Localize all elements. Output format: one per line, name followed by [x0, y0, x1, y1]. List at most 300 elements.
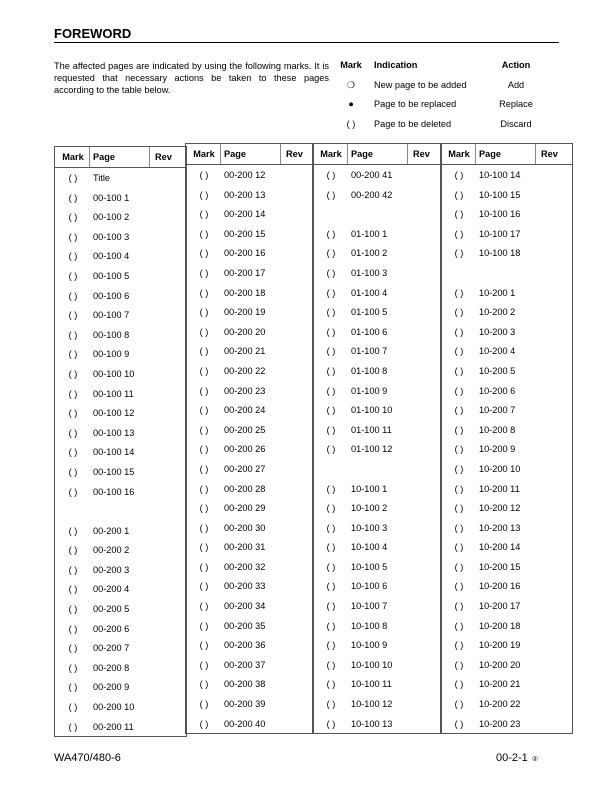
deleted-mark: ( )	[326, 601, 336, 612]
table-row	[441, 635, 572, 655]
table-row	[441, 341, 572, 361]
legend-action: Replace	[499, 99, 533, 109]
page-number: 10-100 5	[351, 561, 388, 572]
table-row	[186, 302, 313, 322]
page-number: 00-200 40	[224, 718, 266, 729]
page-number: 10-200 11	[479, 483, 520, 494]
table-row	[441, 322, 572, 342]
table-row	[313, 498, 441, 518]
deleted-mark: ( )	[326, 326, 336, 337]
table-row	[55, 423, 186, 443]
table-row	[313, 674, 441, 694]
page-number: 01-100 6	[351, 326, 388, 337]
table-row	[55, 227, 186, 247]
table-row	[313, 322, 441, 342]
page-number: 00-200 20	[224, 326, 266, 337]
deleted-mark: ( )	[326, 228, 336, 239]
page-number: 00-200 17	[224, 267, 266, 278]
page-number: 00-200 24	[224, 405, 266, 416]
deleted-mark: ( )	[326, 346, 336, 357]
page-number: 00-100 8	[93, 329, 130, 340]
deleted-mark: ( )	[68, 270, 78, 281]
table-row	[55, 482, 186, 502]
deleted-mark: ( )	[454, 170, 464, 180]
header-rev: Rev	[413, 149, 430, 159]
page-number: 00-200 23	[224, 385, 266, 396]
page-number: 10-200 3	[479, 326, 516, 337]
legend-indication: New page to be added	[374, 79, 467, 90]
page-number: 10-200 1	[479, 287, 516, 298]
deleted-mark: ( )	[454, 640, 464, 651]
deleted-mark: ( )	[454, 679, 464, 690]
legend-indication: Page to be replaced	[374, 99, 457, 109]
deleted-mark: ( )	[199, 561, 209, 572]
page-list-column	[185, 143, 314, 734]
deleted-mark: ( )	[454, 581, 464, 592]
page-number: 10-100 13	[351, 718, 393, 729]
deleted-mark: ( )	[68, 310, 78, 321]
deleted-mark: ( )	[68, 721, 78, 732]
page-number: 00-200 34	[224, 601, 266, 612]
table-row	[313, 557, 441, 577]
page-number: 10-200 9	[479, 444, 516, 455]
table-row	[441, 243, 572, 263]
table-row	[313, 596, 441, 616]
divider	[475, 144, 476, 164]
table-row	[313, 400, 441, 420]
page-number: 10-200 23	[479, 718, 521, 729]
divider	[347, 144, 348, 164]
table-row	[441, 224, 572, 244]
deleted-mark: ( )	[199, 659, 209, 670]
table-row	[441, 655, 572, 675]
deleted-mark: ( )	[68, 662, 78, 673]
table-row	[313, 459, 441, 479]
deleted-mark: ( )	[199, 463, 209, 474]
table-row	[313, 576, 441, 596]
table-row	[441, 674, 572, 694]
table-row	[186, 498, 313, 518]
page-number: 10-100 12	[351, 699, 393, 710]
table-row	[441, 283, 572, 303]
page-number: 00-200 5	[93, 604, 130, 615]
table-row	[55, 305, 186, 325]
page-number: 00-100 5	[93, 270, 130, 281]
deleted-mark: ( )	[199, 601, 209, 612]
page-number: 10-100 11	[351, 679, 392, 690]
deleted-mark: ( )	[199, 483, 209, 494]
table-row	[55, 246, 186, 266]
deleted-mark: ( )	[454, 228, 464, 239]
table-header	[313, 144, 441, 165]
table-row	[441, 479, 572, 499]
deleted-mark: ( )	[454, 444, 464, 455]
table-row	[441, 557, 572, 577]
page-number: Title	[93, 173, 111, 183]
deleted-mark: ( )	[454, 287, 464, 298]
page-number: 01-100 12	[351, 444, 393, 455]
table-row	[441, 165, 572, 185]
header-page: Page	[224, 149, 246, 159]
page-number: 10-200 10	[479, 463, 521, 474]
legend-action: Discard	[500, 118, 532, 129]
table-row	[441, 596, 572, 616]
table-row	[313, 420, 441, 440]
deleted-mark: ( )	[326, 503, 336, 514]
header-rev: Rev	[155, 152, 172, 162]
deleted-mark: ( )	[199, 287, 209, 298]
deleted-mark: ( )	[199, 248, 209, 259]
header-mark: Mark	[448, 149, 470, 159]
header-page: Page	[93, 152, 115, 162]
deleted-mark: ( )	[326, 679, 336, 690]
page-number: 01-100 4	[351, 287, 388, 298]
page-number: 01-100 7	[351, 346, 388, 357]
table-row	[186, 400, 313, 420]
page-list-column	[440, 143, 573, 734]
table-row	[55, 501, 186, 521]
page-number: 00-100 15	[93, 466, 135, 477]
page-number: 00-200 7	[93, 643, 130, 654]
deleted-mark: ( )	[68, 212, 78, 223]
deleted-mark: ( )	[454, 601, 464, 612]
page-number: 00-200 35	[224, 620, 266, 631]
page-number: 10-100 8	[351, 620, 388, 631]
table-row	[55, 266, 186, 286]
page-number: 01-100 9	[351, 385, 388, 396]
deleted-mark: ( )	[68, 643, 78, 654]
deleted-mark: ( )	[326, 267, 336, 278]
deleted-mark: ( )	[199, 581, 209, 592]
table-row	[313, 635, 441, 655]
deleted-mark: ( )	[454, 424, 464, 435]
page-number: 10-200 14	[479, 542, 521, 553]
table-header	[55, 147, 186, 168]
header-page: Page	[479, 149, 501, 159]
page-number: 01-100 8	[351, 365, 388, 376]
table-row	[55, 540, 186, 560]
legend-header-indication: Indication	[374, 60, 418, 70]
deleted-mark: ( )	[326, 561, 336, 572]
page-number: 00-200 8	[93, 662, 130, 673]
table-row	[55, 403, 186, 423]
table-row	[186, 263, 313, 283]
table-row	[55, 168, 186, 188]
intro-text: The affected pages are indicated by using the following marks. It is requested that necessary actions be taken to these pages according to the table below.	[54, 61, 329, 95]
deleted-mark: ( )	[199, 385, 209, 396]
table-row	[313, 204, 441, 224]
deleted-mark: ( )	[68, 623, 78, 634]
page-number: 00-200 2	[93, 545, 130, 556]
deleted-mark: ( )	[68, 388, 78, 399]
page-number: 10-200 17	[479, 601, 521, 612]
page-list-column	[54, 146, 187, 737]
filled-circle-icon: ●	[348, 99, 354, 109]
page-number: 10-200 21	[479, 679, 521, 690]
table-row	[441, 204, 572, 224]
table-row	[441, 302, 572, 322]
table-row	[313, 283, 441, 303]
deleted-mark: ( )	[326, 287, 336, 298]
page-number: 00-200 31	[224, 542, 266, 553]
page-number: 00-200 29	[224, 503, 266, 514]
deleted-mark: ( )	[68, 682, 78, 693]
table-row	[55, 717, 186, 737]
page-number: 00-200 38	[224, 679, 266, 690]
deleted-mark: ( )	[454, 659, 464, 670]
deleted-mark: ( )	[199, 542, 209, 553]
page-number: 10-100 1	[351, 483, 388, 494]
page-number: 00-100 12	[93, 408, 135, 419]
page-number: 10-200 13	[479, 522, 521, 533]
page-number: 00-100 10	[93, 368, 135, 379]
table-row	[55, 638, 186, 658]
page-number: 01-100 11	[351, 424, 392, 435]
page-number: 00-200 16	[224, 248, 266, 259]
table-row	[441, 537, 572, 557]
page-number: 00-200 15	[224, 228, 266, 239]
deleted-mark: ( )	[454, 248, 464, 259]
deleted-mark: ( )	[199, 189, 209, 200]
table-row	[313, 518, 441, 538]
page-number: 01-100 10	[351, 405, 393, 416]
page-number: 00-200 3	[93, 564, 130, 575]
deleted-mark: ( )	[326, 581, 336, 592]
deleted-mark: ( )	[199, 326, 209, 337]
table-row	[186, 557, 313, 577]
table-row	[186, 322, 313, 342]
page-number: 10-200 5	[479, 365, 516, 376]
deleted-mark: ( )	[199, 679, 209, 690]
deleted-mark: ( )	[199, 267, 209, 278]
deleted-mark: ( )	[326, 542, 336, 553]
deleted-mark: ( )	[454, 346, 464, 357]
page-number: 10-200 19	[479, 640, 521, 651]
table-row	[186, 361, 313, 381]
header-mark: Mark	[320, 149, 342, 159]
table-row	[313, 263, 441, 283]
deleted-mark: ( )	[454, 307, 464, 318]
deleted-mark: ( )	[199, 209, 209, 220]
page-number: 00-100 1	[93, 192, 130, 203]
page-number: 10-100 10	[351, 659, 393, 670]
table-row	[441, 694, 572, 714]
page-number: 00-100 3	[93, 231, 130, 242]
deleted-mark: ( )	[199, 228, 209, 239]
page-number: 10-200 6	[479, 385, 516, 396]
table-row	[441, 400, 572, 420]
table-row	[55, 560, 186, 580]
deleted-mark: ( )	[68, 251, 78, 262]
deleted-mark: ( )	[326, 522, 336, 533]
table-row	[313, 616, 441, 636]
table-row	[313, 714, 441, 734]
page-number: 10-100 15	[479, 189, 521, 200]
table-row	[186, 694, 313, 714]
page-number: 10-200 15	[479, 561, 521, 572]
table-row	[313, 341, 441, 361]
page-number: 00-200 18	[224, 287, 266, 298]
divider	[407, 144, 408, 164]
page-number: 00-200 10	[93, 702, 135, 713]
page-number: 01-100 3	[351, 267, 388, 278]
table-row	[186, 165, 313, 185]
page-number: 10-200 20	[479, 659, 521, 670]
deleted-mark: ( )	[454, 503, 464, 514]
deleted-mark: ( )	[454, 365, 464, 376]
table-row	[186, 518, 313, 538]
deleted-mark: ( )	[199, 405, 209, 416]
table-row	[186, 381, 313, 401]
table-row	[313, 302, 441, 322]
page-number: 01-100 2	[351, 248, 388, 259]
page-number: 00-100 9	[93, 349, 130, 360]
deleted-mark: ( )	[454, 385, 464, 396]
deleted-mark: ( )	[68, 564, 78, 575]
deleted-mark: ( )	[199, 699, 209, 710]
page-number: 00-200 22	[224, 365, 266, 376]
page-number: 10-200 7	[479, 405, 516, 416]
deleted-mark: ( )	[326, 424, 336, 435]
page-number: 00-200 39	[224, 699, 266, 710]
table-row	[55, 384, 186, 404]
deleted-mark: ( )	[326, 699, 336, 710]
deleted-mark: ( )	[326, 365, 336, 376]
page-number: 00-200 25	[224, 424, 266, 435]
table-row	[186, 635, 313, 655]
table-row	[55, 697, 186, 717]
page-number: 00-200 41	[351, 170, 393, 180]
legend-header-mark: Mark	[340, 60, 362, 70]
deleted-mark: ( )	[454, 189, 464, 200]
table-row	[186, 596, 313, 616]
table-row	[313, 479, 441, 499]
divider	[220, 144, 221, 164]
page-number: 00-200 1	[93, 525, 130, 536]
table-row	[186, 185, 313, 205]
deleted-mark: ( )	[326, 189, 336, 200]
page-number: 00-100 16	[93, 486, 135, 497]
deleted-mark: ( )	[199, 620, 209, 631]
deleted-mark: ( )	[326, 659, 336, 670]
page-number: 00-200 21	[224, 346, 266, 357]
page-number: 10-200 2	[479, 307, 516, 318]
table-row	[55, 325, 186, 345]
parentheses-mark: ( )	[346, 118, 356, 129]
page-number: 00-100 2	[93, 212, 130, 223]
deleted-mark: ( )	[454, 209, 464, 220]
deleted-mark: ( )	[68, 604, 78, 615]
header-mark: Mark	[62, 152, 84, 162]
deleted-mark: ( )	[68, 702, 78, 713]
page-number: 10-100 6	[351, 581, 388, 592]
page-number: 10-100 3	[351, 522, 388, 533]
header-rev: Rev	[541, 149, 558, 159]
page-number: 00-200 9	[93, 682, 130, 693]
deleted-mark: ( )	[68, 192, 78, 203]
table-row	[186, 439, 313, 459]
table-row	[441, 185, 572, 205]
divider	[149, 147, 150, 167]
table-row	[186, 243, 313, 263]
table-row	[55, 442, 186, 462]
page-number: 00-200 6	[93, 623, 130, 634]
table-row	[55, 344, 186, 364]
deleted-mark: ( )	[454, 561, 464, 572]
page-number: 10-200 12	[479, 503, 521, 514]
page-number: 00-200 11	[93, 721, 134, 732]
deleted-mark: ( )	[68, 349, 78, 360]
page-number: 10-200 18	[479, 620, 521, 631]
page-number: 10-100 2	[351, 503, 388, 514]
deleted-mark: ( )	[326, 444, 336, 455]
page-number: 10-200 22	[479, 699, 521, 710]
deleted-mark: ( )	[199, 503, 209, 514]
table-row	[441, 616, 572, 636]
table-row	[441, 459, 572, 479]
open-circle-icon: ❍	[346, 79, 356, 90]
page-number: 00-200 14	[224, 209, 266, 220]
deleted-mark: ( )	[199, 444, 209, 455]
table-row	[55, 619, 186, 639]
deleted-mark: ( )	[326, 405, 336, 416]
deleted-mark: ( )	[199, 170, 209, 180]
table-row	[186, 576, 313, 596]
table-row	[313, 655, 441, 675]
deleted-mark: ( )	[454, 718, 464, 729]
page-number: 10-200 16	[479, 581, 521, 592]
table-row	[55, 207, 186, 227]
table-row	[313, 381, 441, 401]
table-row	[186, 616, 313, 636]
table-row	[55, 521, 186, 541]
table-row	[55, 599, 186, 619]
table-row	[55, 188, 186, 208]
page-number: 10-100 16	[479, 209, 521, 220]
table-row	[55, 364, 186, 384]
table-row	[313, 243, 441, 263]
table-row	[441, 263, 572, 283]
deleted-mark: ( )	[68, 368, 78, 379]
deleted-mark: ( )	[68, 486, 78, 497]
page-number: 00-200 28	[224, 483, 266, 494]
divider	[280, 144, 281, 164]
table-row	[441, 576, 572, 596]
deleted-mark: ( )	[199, 365, 209, 376]
table-row	[313, 185, 441, 205]
page-number: 00-200 36	[224, 640, 266, 651]
page-number: 00-200 13	[224, 189, 266, 200]
table-row	[55, 579, 186, 599]
deleted-mark: ( )	[68, 173, 78, 183]
legend-header-action: Action	[501, 60, 531, 70]
page-number: 00-200 12	[224, 170, 266, 180]
legend-indication: Page to be deleted	[374, 118, 452, 129]
table-row	[441, 498, 572, 518]
page-number: 10-200 4	[479, 346, 516, 357]
deleted-mark: ( )	[326, 170, 336, 180]
deleted-mark: ( )	[326, 620, 336, 631]
page-title: FOREWORD	[54, 26, 559, 43]
deleted-mark: ( )	[199, 424, 209, 435]
page-number: 00-200 27	[224, 463, 266, 474]
deleted-mark: ( )	[454, 699, 464, 710]
header-rev: Rev	[286, 149, 303, 159]
deleted-mark: ( )	[68, 231, 78, 242]
page-number: 00-100 14	[93, 447, 135, 458]
table-row	[441, 518, 572, 538]
page-number: 00-100 11	[93, 388, 134, 399]
